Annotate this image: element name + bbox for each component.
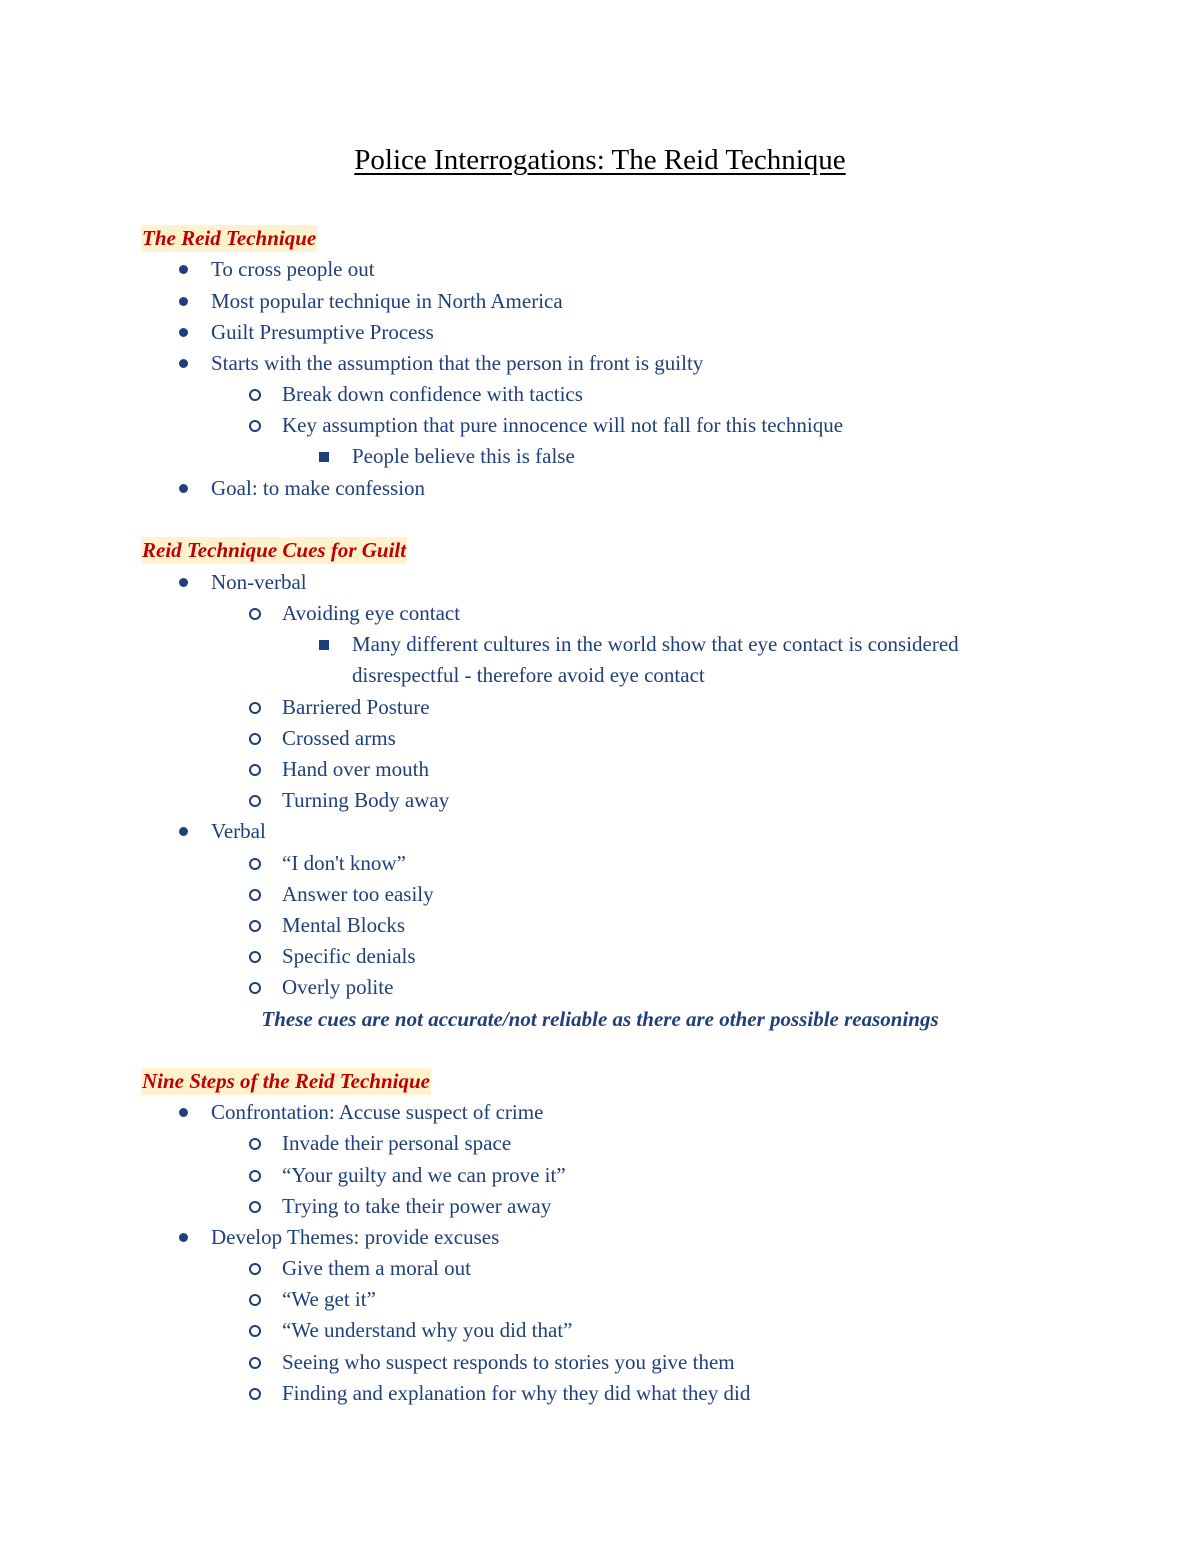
bullet-dot-icon bbox=[179, 328, 188, 337]
list-item: Crossed arms bbox=[282, 726, 396, 750]
bullet-dot-icon bbox=[179, 1108, 188, 1117]
bullet-circle-icon bbox=[249, 702, 261, 714]
list-item: Turning Body away bbox=[282, 788, 450, 812]
list-item: Verbal bbox=[211, 819, 266, 843]
list-item: Starts with the assumption that the person in front is guilty bbox=[211, 351, 704, 375]
list-item: Break down confidence with tactics bbox=[282, 382, 583, 406]
list-item: Avoiding eye contact bbox=[282, 601, 461, 625]
list-item: Barriered Posture bbox=[282, 695, 430, 719]
list-item: People believe this is false bbox=[352, 444, 575, 468]
section-heading-nine-steps: Nine Steps of the Reid Technique bbox=[142, 1069, 430, 1093]
list-item: Goal: to make confession bbox=[211, 476, 426, 500]
bullet-circle-icon bbox=[249, 1357, 261, 1369]
list-item: Overly polite bbox=[282, 975, 394, 999]
bullet-circle-icon bbox=[249, 1294, 261, 1306]
bullet-circle-icon bbox=[249, 1263, 261, 1275]
bullet-dot-icon bbox=[179, 1233, 188, 1242]
bullet-circle-icon bbox=[249, 982, 261, 994]
cues-reliability-note: These cues are not accurate/not reliable as there are other possible reasonings bbox=[261, 1007, 939, 1031]
list-item: “We get it” bbox=[282, 1287, 376, 1311]
section-heading-cues-for-guilt: Reid Technique Cues for Guilt bbox=[142, 538, 407, 562]
bullet-square-icon bbox=[319, 640, 329, 650]
bullet-circle-icon bbox=[249, 951, 261, 963]
bullet-circle-icon bbox=[249, 733, 261, 745]
list-item: To cross people out bbox=[211, 257, 375, 281]
list-item: Trying to take their power away bbox=[282, 1194, 552, 1218]
bullet-square-icon bbox=[319, 452, 329, 462]
list-item: “Your guilty and we can prove it” bbox=[282, 1163, 566, 1187]
section-heading-reid-technique: The Reid Technique bbox=[142, 226, 317, 250]
list-item: Give them a moral out bbox=[282, 1256, 471, 1280]
bullet-circle-icon bbox=[249, 1138, 261, 1150]
bullet-dot-icon bbox=[179, 484, 188, 493]
bullet-circle-icon bbox=[249, 795, 261, 807]
bullet-circle-icon bbox=[249, 764, 261, 776]
bullet-circle-icon bbox=[249, 1388, 261, 1400]
bullet-circle-icon bbox=[249, 608, 261, 620]
list-item: Answer too easily bbox=[282, 882, 434, 906]
list-item: “We understand why you did that” bbox=[282, 1318, 573, 1342]
bullet-circle-icon bbox=[249, 920, 261, 932]
list-item: “I don't know” bbox=[282, 851, 406, 875]
bullet-circle-icon bbox=[249, 1170, 261, 1182]
bullet-dot-icon bbox=[179, 359, 188, 368]
list-item: Develop Themes: provide excuses bbox=[211, 1225, 500, 1249]
list-item: Many different cultures in the world show that eye contact is considered bbox=[352, 632, 959, 656]
list-item: Seeing who suspect responds to stories you give them bbox=[282, 1350, 735, 1374]
page-title: Police Interrogations: The Reid Technique bbox=[354, 144, 846, 176]
list-item: Key assumption that pure innocence will not fall for this technique bbox=[282, 413, 844, 437]
bullet-circle-icon bbox=[249, 1325, 261, 1337]
list-item: Most popular technique in North America bbox=[211, 289, 563, 313]
list-item: Non-verbal bbox=[211, 570, 307, 594]
list-item: Confrontation: Accuse suspect of crime bbox=[211, 1100, 544, 1124]
bullet-circle-icon bbox=[249, 389, 261, 401]
bullet-circle-icon bbox=[249, 1201, 261, 1213]
list-item: Finding and explanation for why they did what they did bbox=[282, 1381, 751, 1405]
list-item: Hand over mouth bbox=[282, 757, 429, 781]
list-item-continuation: disrespectful - therefore avoid eye contact bbox=[352, 663, 705, 687]
list-item: Invade their personal space bbox=[282, 1131, 512, 1155]
list-item: Mental Blocks bbox=[282, 913, 406, 937]
bullet-circle-icon bbox=[249, 420, 261, 432]
bullet-circle-icon bbox=[249, 858, 261, 870]
bullet-dot-icon bbox=[179, 827, 188, 836]
list-item: Specific denials bbox=[282, 944, 416, 968]
bullet-dot-icon bbox=[179, 297, 188, 306]
bullet-dot-icon bbox=[179, 578, 188, 587]
bullet-circle-icon bbox=[249, 889, 261, 901]
list-item: Guilt Presumptive Process bbox=[211, 320, 434, 344]
bullet-dot-icon bbox=[179, 265, 188, 274]
